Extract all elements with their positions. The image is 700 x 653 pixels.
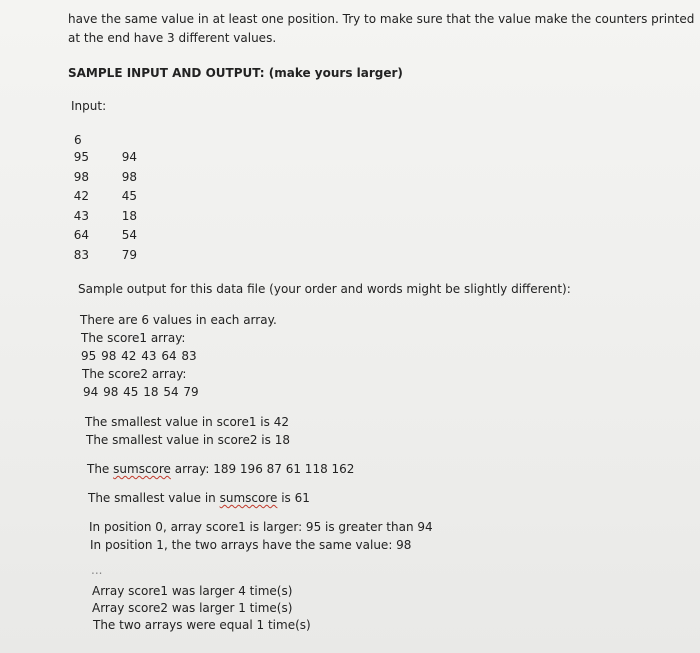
output-position-0: In position 0, array score1 is larger: 95 is greater than 94 [89,520,433,534]
input-score2-value: 79 [121,247,137,262]
sumscore-word: sumscore [113,462,171,476]
input-score2-value: 94 [121,150,137,164]
smallest-sum-suffix: is 61 [277,491,310,505]
smallest-sum-word: sumscore [219,491,278,505]
input-score2-value: 98 [121,169,137,184]
output-score2-label: The score2 array: [82,367,187,381]
output-values-count: There are 6 values in each array. [80,313,277,327]
output-sumscore-line [87,462,354,477]
input-score1-value: 95 [73,150,89,164]
output-count-score2: Array score2 was larger 1 time(s) [92,601,293,615]
smallest-sum-prefix: The smallest value in [88,491,220,505]
input-score1-value: 64 [73,228,89,242]
output-smallest-sumscore [88,491,310,506]
input-score1-value: 43 [73,208,89,223]
input-score2-value: 18 [121,208,137,223]
input-score2-value: 45 [121,189,137,203]
input-score2-value: 54 [121,228,137,242]
input-score1-value: 83 [73,247,89,262]
output-score2-values: 94 98 45 18 54 79 [83,385,199,399]
output-count-score1: Array score1 was larger 4 time(s) [92,584,293,598]
output-position-1: In position 1, the two arrays have the same value: 98 [90,538,412,552]
input-label: Input: [71,99,107,113]
input-count: 6 [74,133,82,147]
output-score1-values: 95 98 42 43 64 83 [81,349,197,363]
intro-line-2: at the end have 3 different values. [68,31,277,45]
output-smallest-score2: The smallest value in score2 is 18 [86,433,290,447]
intro-line-1: have the same value in at least one position. Try to make sure that the value make the counters printed [68,12,695,26]
output-score1-label: The score1 array: [81,331,186,345]
output-smallest-score1: The smallest value in score1 is 42 [85,415,289,429]
sumscore-prefix: The [87,462,114,476]
output-count-equal: The two arrays were equal 1 time(s) [93,618,311,632]
sample-heading: SAMPLE INPUT AND OUTPUT: (make yours larger) [68,66,403,80]
input-score1-value: 98 [73,169,89,184]
output-intro: Sample output for this data file (your order and words might be slightly different): [78,282,571,296]
sumscore-suffix: array: 189 196 87 61 118 162 [170,462,355,476]
input-score1-value: 42 [73,189,89,203]
output-ellipsis: ... [91,563,103,577]
